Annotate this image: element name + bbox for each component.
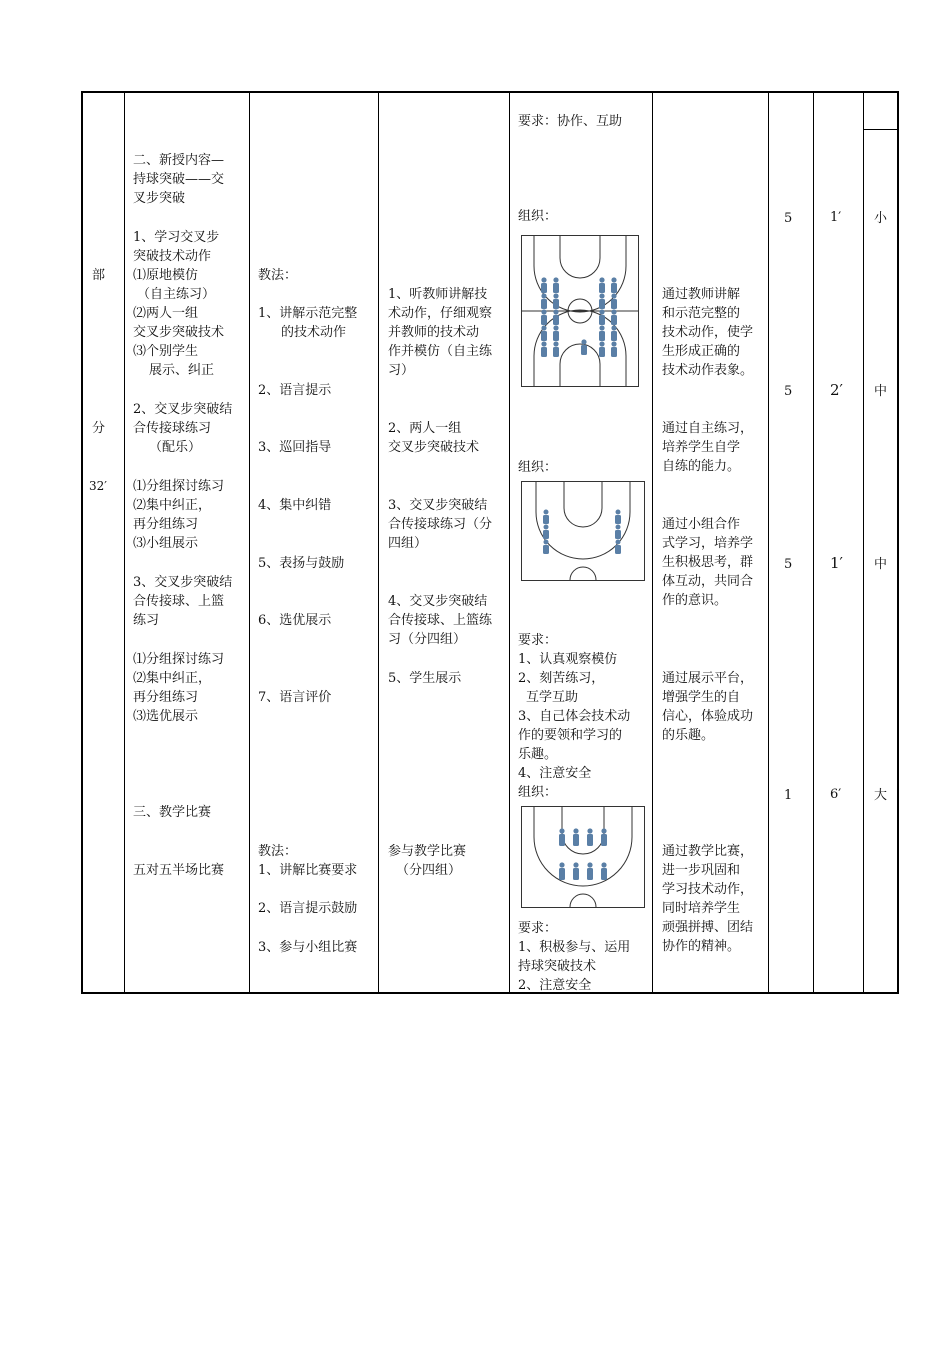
req2-label: 要求： (518, 921, 558, 936)
req-line: 作的要领和学习的 (518, 728, 623, 743)
req-line: 1、认真观察模仿 (518, 652, 618, 667)
purpose-line: 通过展示平台， (662, 671, 754, 686)
purpose-line: 生积极思考，群 (662, 555, 754, 570)
teacher-method2-1: 1、讲解比赛要求 (258, 863, 358, 878)
teacher-method-3: 3、巡回指导 (258, 440, 332, 455)
content-line: （自主练习） (137, 287, 216, 302)
org-label-2: 组织： (518, 460, 558, 475)
column-divider (768, 91, 769, 994)
intensity-1: 小 (874, 211, 888, 226)
purpose-line: 通过教学比赛， (662, 844, 754, 859)
court-diagram-3 (521, 806, 645, 908)
student-line: 合传接球练习（分 (388, 517, 493, 532)
req-line: 1、积极参与、运用 (518, 940, 631, 955)
req-line: 互学互助 (526, 690, 579, 705)
teacher-method2-label: 教法： (258, 844, 298, 859)
purpose-line: 体互动，共同合 (662, 574, 754, 589)
content-line: ⑶选优展示 (133, 709, 199, 724)
teacher-method-6: 6、选优展示 (258, 613, 332, 628)
content-line: ⑴分组探讨练习 (133, 479, 225, 494)
purpose-line: 通过教师讲解 (662, 287, 741, 302)
times-3: 5 (784, 557, 793, 572)
purpose-line: 作的意识。 (662, 593, 728, 608)
teacher-method-1: 1、讲解示范完整 (258, 306, 358, 321)
column-divider (863, 91, 864, 994)
column-divider (652, 91, 653, 994)
content-line: 再分组练习 (133, 517, 199, 532)
content-line: 二、新授内容— (133, 153, 225, 168)
purpose-line: 技术动作，使学 (662, 325, 754, 340)
student-line: 参与教学比赛 (388, 844, 467, 859)
teacher-method2-3: 3、参与小组比赛 (258, 940, 358, 955)
content-line: 练习 (133, 613, 160, 628)
column-divider (249, 91, 250, 994)
purpose-line: 增强学生的自 (662, 690, 741, 705)
content-line: 再分组练习 (133, 690, 199, 705)
teacher-method2-2: 2、语言提示鼓励 (258, 901, 358, 916)
content-line: （配乐） (149, 440, 202, 455)
req-line: 乐趣。 (518, 747, 558, 762)
content-line: ⑵两人一组 (133, 306, 199, 321)
column-divider (124, 91, 125, 994)
student-line: 3、交叉步突破结 (388, 498, 488, 513)
purpose-line: 和示范完整的 (662, 306, 741, 321)
student-line: 术动作，仔细观察 (388, 306, 493, 321)
purpose-line: 进一步巩固和 (662, 863, 741, 878)
student-activity-5: 5、学生展示 (388, 671, 462, 686)
req-line: 2、注意安全 (518, 978, 592, 993)
content-line: 突破技术动作 (133, 249, 212, 264)
purpose-line: 通过小组合作 (662, 517, 741, 532)
content-line: 合传接球练习 (133, 421, 212, 436)
req-line: 持球突破技术 (518, 959, 597, 974)
times-2: 5 (784, 384, 793, 399)
duration-1: 1′ (830, 210, 842, 225)
court-diagram-2 (521, 481, 645, 581)
req-top: 要求：协作、互助 (518, 114, 623, 129)
req-line: 4、注意安全 (518, 766, 592, 781)
purpose-line: 同时培养学生 (662, 901, 741, 916)
duration-3: 1′ (830, 554, 843, 572)
student-line: 1、听教师讲解技 (388, 287, 488, 302)
teacher-method-label: 教法： (258, 268, 298, 283)
content-line: 展示、纠正 (149, 363, 215, 378)
row-divider (863, 129, 899, 130)
content-game: 五对五半场比赛 (133, 863, 225, 878)
purpose-line: 信心，体验成功 (662, 709, 754, 724)
purpose-line: 学习技术动作， (662, 882, 754, 897)
req-line: 2、刻苦练习， (518, 671, 605, 686)
student-line: 作并模仿（自主练 (388, 344, 493, 359)
content-line: 2、交叉步突破结 (133, 402, 233, 417)
teacher-method-5: 5、表扬与鼓励 (258, 556, 345, 571)
student-line: 4、交叉步突破结 (388, 594, 488, 609)
student-line: 2、两人一组 (388, 421, 462, 436)
column-divider (813, 91, 814, 994)
purpose-line: 顽强拼搏、团结 (662, 920, 754, 935)
player-group-left (541, 277, 559, 357)
part-minutes: 32′ (89, 479, 107, 493)
times-4: 1 (784, 788, 793, 803)
student-line: （分四组） (396, 863, 462, 878)
part-label-a: 部 (92, 268, 106, 283)
duration-4: 6′ (830, 787, 842, 802)
court-diagram-1 (521, 235, 639, 387)
teacher-method-2: 2、语言提示 (258, 383, 332, 398)
column-divider (509, 91, 510, 994)
purpose-line: 技术动作表象。 (662, 363, 754, 378)
content-line: 交叉步突破技术 (133, 325, 225, 340)
teacher-method-1-cont: 的技术动作 (281, 325, 347, 340)
content-line: ⑵集中纠正， (133, 498, 212, 513)
teacher-method-7: 7、语言评价 (258, 690, 332, 705)
content-line: 叉步突破 (133, 191, 186, 206)
purpose-line: 式学习，培养学 (662, 536, 754, 551)
lesson-plan-table (81, 91, 899, 994)
student-line: 合传接球、上篮练 (388, 613, 493, 628)
student-line: 习（分四组） (388, 632, 467, 647)
purpose-line: 的乐趣。 (662, 728, 715, 743)
content-line: 3、交叉步突破结 (133, 575, 233, 590)
purpose-line: 协作的精神。 (662, 939, 741, 954)
req-label: 要求： (518, 633, 558, 648)
purpose-line: 生形成正确的 (662, 344, 741, 359)
content-line: ⑶个别学生 (133, 344, 199, 359)
purpose-line: 培养学生自学 (662, 440, 741, 455)
req-line: 3、自己体会技术动 (518, 709, 631, 724)
content-section-3: 三、教学比赛 (133, 805, 212, 820)
content-line: 1、学习交叉步 (133, 230, 220, 245)
intensity-3: 中 (874, 557, 888, 572)
student-line: 习） (388, 363, 415, 378)
content-line: 持球突破——交 (133, 172, 225, 187)
teacher-method-4: 4、集中纠错 (258, 498, 332, 513)
student-line: 交叉步突破技术 (388, 440, 480, 455)
content-line: ⑴分组探讨练习 (133, 652, 225, 667)
content-line: ⑵集中纠正， (133, 671, 212, 686)
content-line: 合传接球、上篮 (133, 594, 225, 609)
duration-2: 2′ (830, 381, 843, 399)
column-divider (378, 91, 379, 994)
student-line: 并教师的技术动 (388, 325, 480, 340)
content-line: ⑴原地模仿 (133, 268, 199, 283)
org-label-3: 组织： (518, 785, 558, 800)
org-label-1: 组织： (518, 209, 558, 224)
intensity-4: 大 (874, 788, 888, 803)
student-line: 四组） (388, 536, 428, 551)
purpose-line: 自练的能力。 (662, 459, 741, 474)
intensity-2: 中 (874, 384, 888, 399)
part-label-b: 分 (92, 421, 106, 436)
times-1: 5 (784, 211, 793, 226)
purpose-line: 通过自主练习， (662, 421, 754, 436)
content-line: ⑶小组展示 (133, 536, 199, 551)
